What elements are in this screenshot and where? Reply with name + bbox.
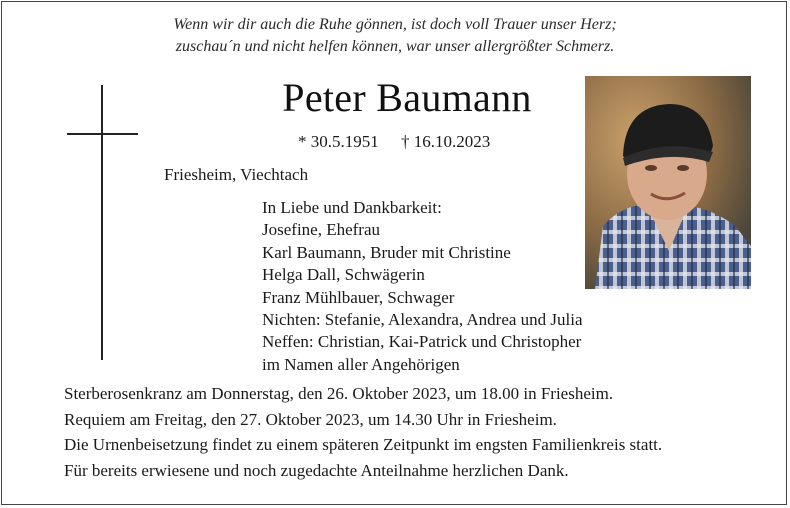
mourner-line: Josefine, Ehefrau bbox=[262, 220, 381, 240]
mourner-line: Franz Mühlbauer, Schwager bbox=[262, 287, 455, 307]
death-date: † 16.10.2023 bbox=[401, 132, 491, 151]
obituary-notice bbox=[1, 1, 787, 505]
mourners-intro: In Liebe und Dankbarkeit: bbox=[262, 198, 442, 217]
life-dates bbox=[298, 131, 490, 153]
detail-line: Sterberosenkranz am Donnerstag, den 26. Oktober 2023, um 18.00 in Friesheim. bbox=[64, 384, 614, 403]
home-places: Friesheim, Viechtach bbox=[164, 165, 309, 184]
detail-line: Requiem am Freitag, den 27. Oktober 2023, um 14.30 Uhr in Friesheim. bbox=[64, 409, 557, 429]
mourner-line: Nichten: Stefanie, Alexandra, Andrea und Julia bbox=[262, 310, 583, 330]
memorial-verse bbox=[2, 14, 788, 58]
mourner-line: im Namen aller Angehörigen bbox=[262, 354, 460, 374]
deceased-name: Peter Baumann bbox=[282, 75, 532, 120]
portrait-illustration bbox=[585, 76, 751, 289]
mourner-line: Helga Dall, Schwägerin bbox=[262, 265, 425, 285]
cross-icon-bar bbox=[67, 133, 138, 135]
verse-line-1: Wenn wir dir auch die Ruhe gönnen, ist doch voll Trauer unser Herz; bbox=[173, 16, 617, 33]
portrait-photo bbox=[585, 76, 751, 289]
ceremony-details bbox=[64, 381, 662, 483]
birth-date: * 30.5.1951 bbox=[298, 132, 379, 151]
mourners-list bbox=[262, 197, 583, 376]
detail-line: Die Urnenbeisetzung findet zu einem späteren Zeitpunkt im engsten Familienkreis statt. bbox=[64, 435, 663, 454]
verse-line-2: zuschau´n und nicht helfen können, war unser allergrößter Schmerz. bbox=[175, 38, 615, 55]
cross-icon bbox=[101, 85, 103, 360]
mourner-line: Karl Baumann, Bruder mit Christine bbox=[262, 242, 511, 262]
detail-line: Für bereits erwiesene und noch zugedachte Anteilnahme herzlichen Dank. bbox=[64, 460, 569, 480]
mourner-line: Neffen: Christian, Kai-Patrick und Christopher bbox=[262, 332, 582, 352]
